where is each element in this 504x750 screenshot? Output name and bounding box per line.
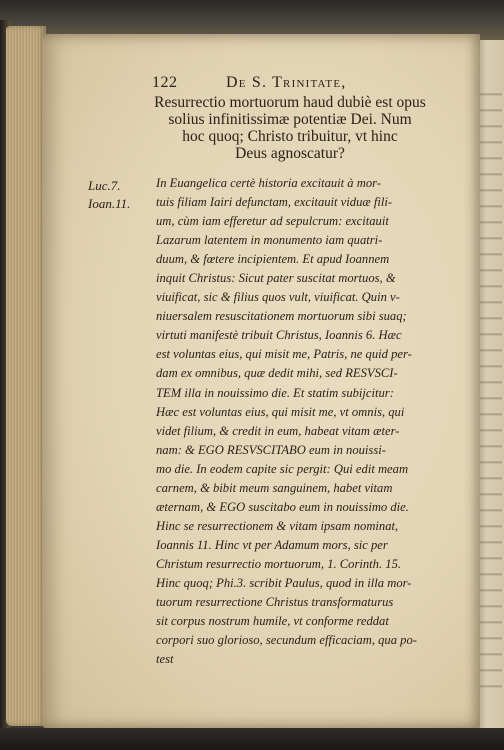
body-line: Ioannis 11. Hinc vt per Adamum mors, sic per — [156, 537, 388, 552]
body-line: dam ex omnibus, quæ dedit mihi, sed RESVSCI- — [156, 366, 398, 381]
body-line: Hinc se resurrectionem & vitam ipsam nominat, — [156, 518, 399, 533]
question-heading — [140, 94, 440, 162]
heading-line: Deus agnoscatur? — [235, 145, 345, 162]
body-line: In Euangelica certè historia excitauit à mor- — [156, 176, 381, 190]
body-line: Hinc quoq; Phi.3. scribit Paulus, quod in illa mor- — [156, 575, 412, 590]
body-line: Christum resurrectio mortuorum, 1. Corinth. 15. — [156, 556, 402, 571]
body-line: æternam, & EGO suscitabo eum in nouissimo die. — [156, 499, 409, 514]
body-line: est voluntas eius, qui misit me, Patris, ne quid per- — [156, 347, 412, 362]
body-line: carnem, & bibit meum sanguinem, habet vitam — [156, 480, 393, 495]
body-text — [156, 174, 466, 669]
heading-line: solius infinitissimæ potentiæ Dei. Num — [168, 111, 412, 128]
margin-reference-luke: Luc.7. — [88, 178, 121, 193]
margin-reference-john: Ioan.11. — [88, 196, 131, 211]
body-line: Hæc est voluntas eius, qui misit me, vt omnis, qui — [156, 404, 405, 419]
bottom-shadow — [0, 728, 504, 750]
page-edges — [6, 26, 46, 726]
body-line: inquit Christus: Sicut pater suscitat mortuos, & — [156, 271, 396, 286]
body-line: corpori suo glorioso, secundum efficaciam, qua po- — [156, 633, 417, 648]
running-head: De S. Trinitate, — [226, 74, 347, 91]
page-number: 122 — [152, 74, 178, 91]
body-line: tuorum resurrectione Christus transformaturus — [156, 595, 394, 610]
body-line: virtuti manifestè tribuit Christus, Ioannis 6. Hæc — [156, 328, 402, 343]
body-line: niuersalem resuscitationem mortuorum sibi suaq; — [156, 309, 407, 324]
body-line: duum, & fœtere incipientem. Et apud Ioannem — [156, 252, 390, 267]
body-line: TEM illa in nouissimo die. Et statim subijcitur: — [156, 385, 394, 400]
body-line: nam: & EGO RESVSCITABO eum in nouissi- — [156, 442, 386, 457]
facing-page-text-lines — [480, 80, 502, 700]
heading-line: hoc quoq; Christo tribuitur, vt hinc — [182, 128, 398, 145]
body-line: Lazarum latentem in monumento iam quatri- — [156, 233, 383, 248]
body-line: test — [156, 652, 174, 667]
body-line: mo die. In eodem capite sic pergit: Qui edit meam — [156, 461, 409, 476]
body-line: tuis filiam Iairi defunctam, excitauit viduæ fili- — [156, 195, 393, 210]
body-line: um, cùm iam efferetur ad sepulcrum: excitauit — [156, 214, 389, 229]
heading-line: Resurrectio mortuorum haud dubiè est opus — [154, 94, 426, 111]
body-line: viuificat, sic & filius quos vult, viuificat. Quin v- — [156, 290, 400, 305]
body-line: videt filium, & credit in eum, habeat vitam æter- — [156, 423, 400, 438]
body-line: sit corpus nostrum humile, vt conforme reddat — [156, 614, 389, 629]
